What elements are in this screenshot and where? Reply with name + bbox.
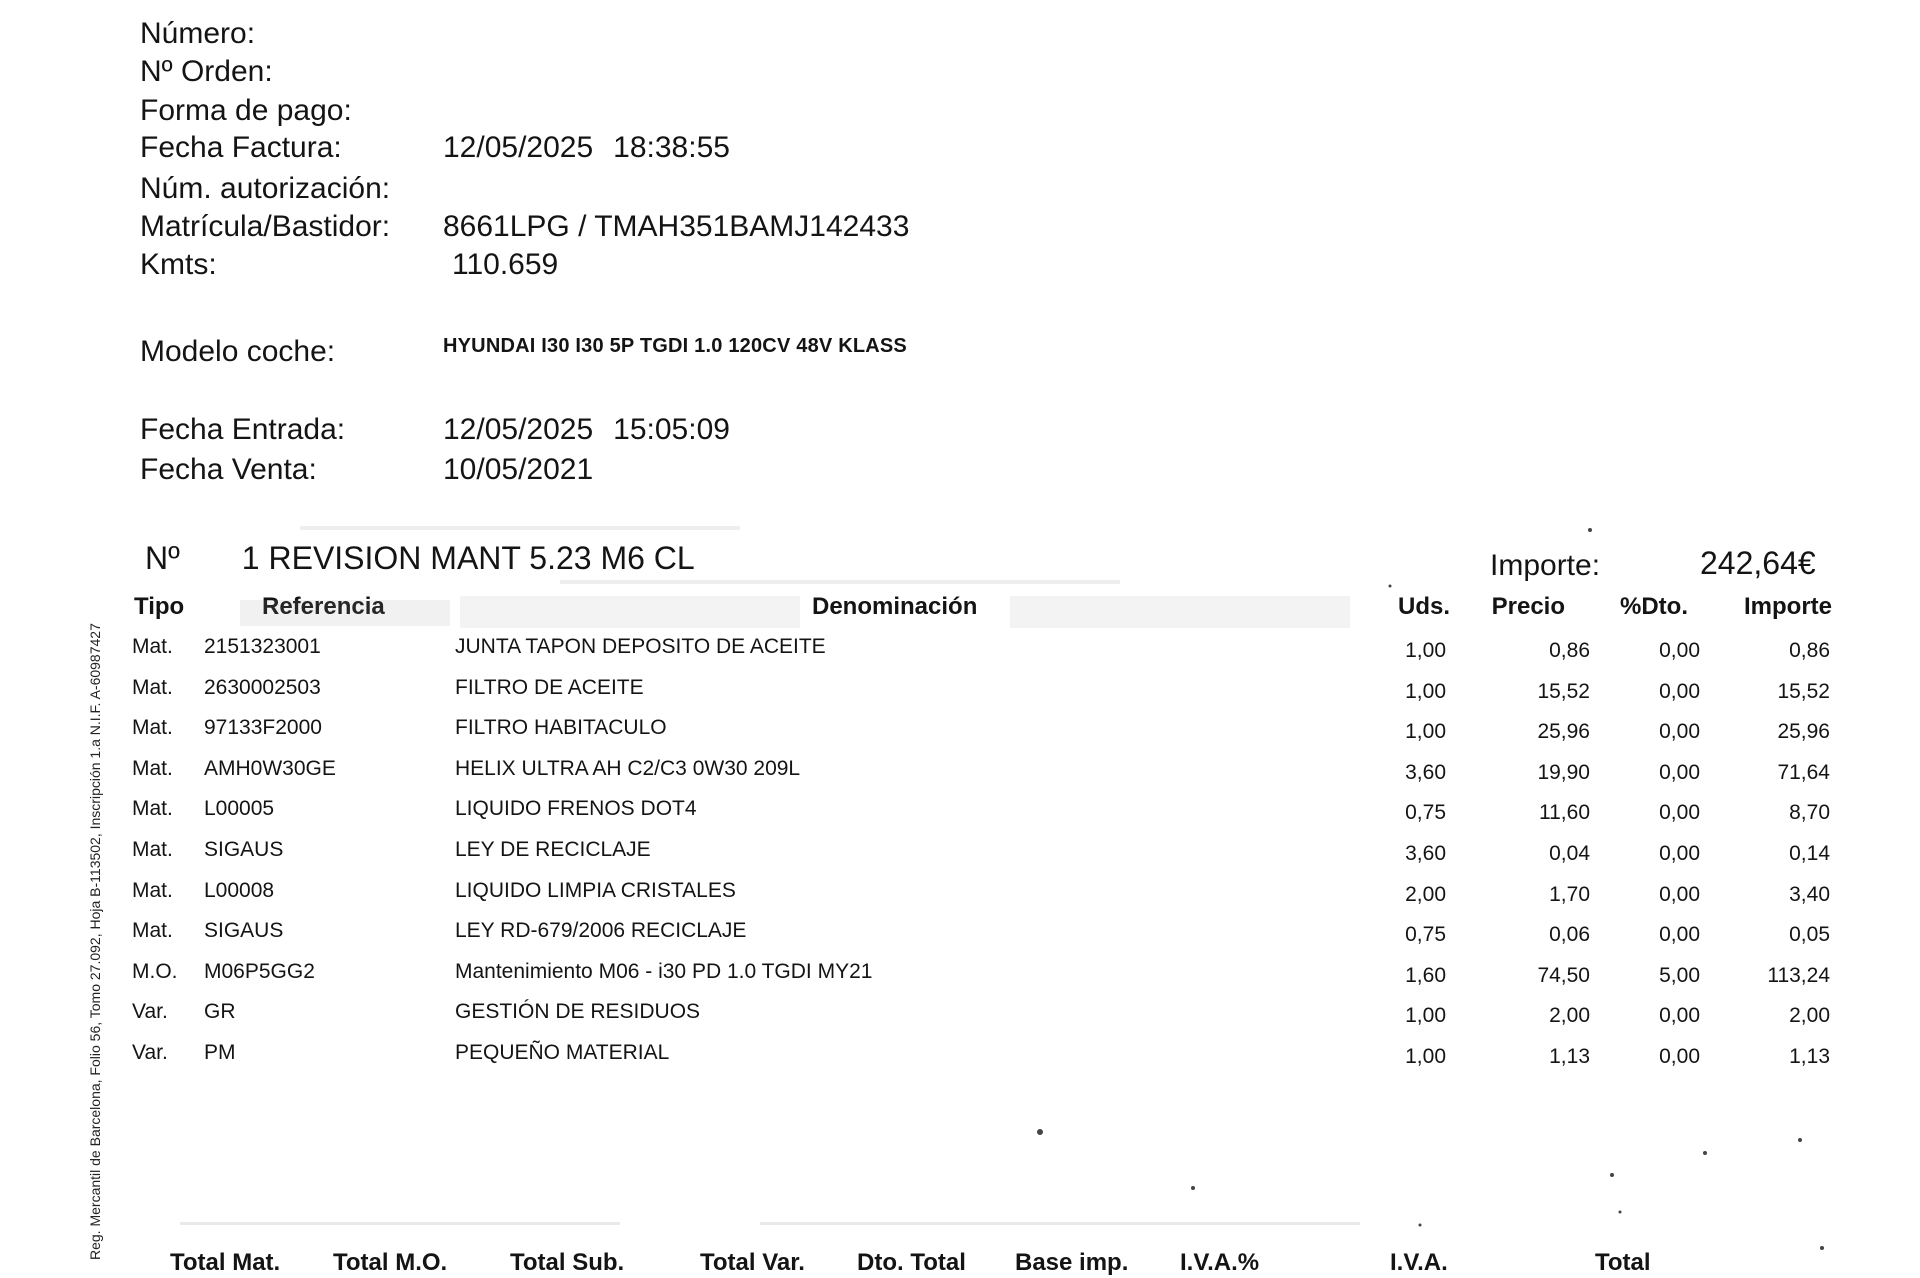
cell-referencia: 2630002503 (204, 675, 321, 699)
fecha-venta-row (0, 450, 1500, 490)
cell-dto: 0,00 (1659, 801, 1700, 825)
cell-uds: 1,00 (1405, 1045, 1446, 1068)
cell-dto: 0,00 (1659, 923, 1700, 947)
cell-uds: 3,60 (1405, 760, 1446, 784)
job-line (145, 538, 695, 578)
orden-label: Nº Orden: (140, 55, 273, 88)
cell-precio: 74,50 (1537, 963, 1590, 987)
cell-denominacion: LIQUIDO LIMPIA CRISTALES (455, 878, 736, 902)
numero-row (0, 14, 1500, 54)
orden-row (0, 52, 1500, 92)
cell-referencia: L00008 (204, 878, 275, 902)
table-row (0, 673, 1920, 713)
table-row (0, 632, 1920, 672)
fecha-venta-value: 10/05/2021 (443, 453, 594, 486)
fecha-entrada-row (0, 410, 1500, 450)
cell-referencia: PM (204, 1041, 236, 1064)
cell-uds: 0,75 (1405, 923, 1446, 947)
kmts-label: Kmts: (140, 248, 217, 281)
job-number: 1 (241, 540, 260, 576)
job-name: REVISION MANT 5.23 M6 CL (268, 540, 695, 576)
table-row (0, 794, 1920, 834)
cell-tipo: Mat. (132, 716, 173, 740)
cell-uds: 0,75 (1405, 801, 1446, 825)
kmts-row (0, 245, 1500, 285)
table-row (0, 835, 1920, 875)
col-header-denominacion: Denominación (812, 593, 978, 620)
cell-precio: 1,70 (1549, 882, 1590, 906)
cell-dto: 5,00 (1659, 963, 1700, 987)
numero-label: Número: (140, 17, 256, 50)
footer-iva: I.V.A. (1390, 1249, 1448, 1276)
col-header-precio: Precio (1491, 593, 1565, 620)
autorizacion-row (0, 169, 1500, 209)
table-row (0, 997, 1920, 1037)
cell-importe: 3,40 (1789, 882, 1830, 906)
cell-uds: 1,60 (1405, 963, 1446, 987)
cell-precio: 11,60 (1539, 801, 1590, 825)
footer-total: Total (1595, 1249, 1651, 1276)
cell-importe: 2,00 (1789, 1004, 1830, 1028)
cell-tipo: M.O. (132, 959, 178, 983)
cell-denominacion: LEY DE RECICLAJE (455, 838, 651, 861)
footer-total-sub: Total Sub. (510, 1249, 625, 1276)
autorizacion-label: Núm. autorización: (140, 172, 391, 205)
footer-iva-pct: I.V.A.% (1180, 1249, 1260, 1276)
cell-importe: 113,24 (1767, 963, 1830, 987)
fecha-factura-label: Fecha Factura: (140, 131, 342, 164)
fecha-entrada-date: 12/05/2025 (443, 413, 594, 446)
modelo-value: HYUNDAI I30 I30 5P TGDI 1.0 120CV 48V KLASS (443, 335, 907, 357)
cell-precio: 0,86 (1549, 639, 1590, 662)
cell-denominacion: FILTRO HABITACULO (455, 716, 667, 740)
fecha-entrada-time: 15:05:09 (613, 413, 730, 446)
matricula-value: 8661LPG / TMAH351BAMJ142433 (443, 210, 910, 243)
modelo-row (0, 332, 1500, 372)
fecha-factura-time: 18:38:55 (613, 131, 730, 164)
cell-referencia: M06P5GG2 (204, 959, 315, 983)
cell-denominacion: Mantenimiento M06 - i30 PD 1.0 TGDI MY21 (455, 959, 873, 983)
cell-importe: 0,86 (1789, 639, 1830, 662)
cell-referencia: GR (204, 1000, 236, 1024)
fecha-entrada-label: Fecha Entrada: (140, 413, 346, 446)
cell-referencia: L00005 (204, 797, 275, 821)
cell-uds: 2,00 (1405, 882, 1446, 906)
cell-tipo: Mat. (132, 635, 173, 658)
cell-denominacion: JUNTA TAPON DEPOSITO DE ACEITE (455, 635, 826, 658)
cell-importe: 25,96 (1777, 720, 1830, 744)
table-row (0, 1038, 1920, 1078)
cell-dto: 0,00 (1659, 1004, 1700, 1028)
footer-total-mo: Total M.O. (333, 1249, 448, 1276)
cell-uds: 1,00 (1405, 679, 1446, 703)
fecha-factura-date: 12/05/2025 (443, 131, 594, 164)
col-header-referencia: Referencia (262, 593, 385, 620)
table-row (0, 876, 1920, 916)
footer-total-var: Total Var. (700, 1249, 805, 1276)
job-no-label: Nº (145, 540, 180, 576)
job-importe-value: 242,64€ (1700, 545, 1816, 581)
cell-precio: 15,52 (1537, 679, 1590, 703)
cell-importe: 1,13 (1789, 1045, 1830, 1068)
cell-uds: 1,00 (1405, 639, 1446, 662)
table-row (0, 957, 1920, 997)
cell-precio: 1,13 (1549, 1045, 1590, 1068)
cell-tipo: Mat. (132, 797, 173, 821)
cell-dto: 0,00 (1659, 882, 1700, 906)
cell-referencia: SIGAUS (204, 838, 284, 861)
cell-denominacion: GESTIÓN DE RESIDUOS (455, 1000, 701, 1024)
cell-dto: 0,00 (1659, 679, 1700, 703)
modelo-label: Modelo coche: (140, 335, 336, 368)
cell-importe: 0,05 (1789, 923, 1830, 947)
cell-precio: 2,00 (1549, 1004, 1590, 1028)
cell-referencia: SIGAUS (204, 919, 284, 943)
cell-importe: 15,52 (1777, 679, 1830, 703)
cell-referencia: 97133F2000 (204, 716, 322, 740)
cell-dto: 0,00 (1659, 842, 1700, 865)
cell-tipo: Var. (132, 1041, 168, 1064)
matricula-label: Matrícula/Bastidor: (140, 210, 391, 243)
footer-dto-total: Dto. Total (857, 1249, 966, 1276)
fecha-factura-row (0, 128, 1500, 168)
cell-precio: 0,04 (1549, 842, 1590, 865)
cell-tipo: Var. (132, 1000, 168, 1024)
cell-uds: 3,60 (1405, 842, 1446, 865)
cell-dto: 0,00 (1659, 1045, 1700, 1068)
cell-tipo: Mat. (132, 878, 173, 902)
cell-importe: 8,70 (1789, 801, 1830, 825)
cell-precio: 25,96 (1537, 720, 1590, 744)
cell-precio: 0,06 (1549, 923, 1590, 947)
cell-denominacion: LIQUIDO FRENOS DOT4 (455, 797, 697, 821)
footer-total-mat: Total Mat. (170, 1249, 281, 1276)
cell-tipo: Mat. (132, 919, 173, 943)
col-header-tipo: Tipo (134, 593, 185, 620)
registry-side-text: Reg. Mercantil de Barcelona, Folio 56, Tomo 27.092, Hoja B-113502, Inscripción 1.a N.I.F. A-60987427 (87, 623, 103, 1260)
footer-base-imp: Base imp. (1015, 1249, 1129, 1276)
cell-denominacion: FILTRO DE ACEITE (455, 675, 644, 699)
col-header-dto: %Dto. (1620, 593, 1688, 620)
col-header-importe: Importe (1743, 593, 1832, 620)
cell-dto: 0,00 (1659, 639, 1700, 662)
table-row (0, 754, 1920, 794)
fecha-entrada-value (443, 410, 730, 450)
cell-referencia: AMH0W30GE (204, 756, 336, 780)
cell-denominacion: LEY RD-679/2006 RECICLAJE (455, 919, 747, 943)
col-header-uds: Uds. (1397, 593, 1450, 620)
cell-uds: 1,00 (1405, 720, 1446, 744)
cell-importe: 71,64 (1777, 760, 1830, 784)
cell-denominacion: PEQUEÑO MATERIAL (455, 1041, 670, 1064)
matricula-row (0, 207, 1500, 247)
fecha-venta-label: Fecha Venta: (140, 453, 317, 486)
cell-denominacion: HELIX ULTRA AH C2/C3 0W30 209L (455, 756, 801, 780)
forma-pago-row (0, 91, 1500, 131)
table-row (0, 713, 1920, 753)
cell-tipo: Mat. (132, 838, 173, 861)
cell-tipo: Mat. (132, 756, 173, 780)
forma-pago-label: Forma de pago: (140, 94, 352, 127)
cell-tipo: Mat. (132, 675, 173, 699)
cell-importe: 0,14 (1789, 842, 1830, 865)
table-row (0, 916, 1920, 956)
cell-uds: 1,00 (1405, 1004, 1446, 1028)
job-importe-label: Importe: (1490, 549, 1601, 582)
kmts-value: 110.659 (452, 248, 559, 281)
cell-dto: 0,00 (1659, 760, 1700, 784)
cell-precio: 19,90 (1537, 760, 1590, 784)
cell-referencia: 2151323001 (204, 635, 321, 658)
cell-dto: 0,00 (1659, 720, 1700, 744)
fecha-factura-value (443, 128, 730, 168)
